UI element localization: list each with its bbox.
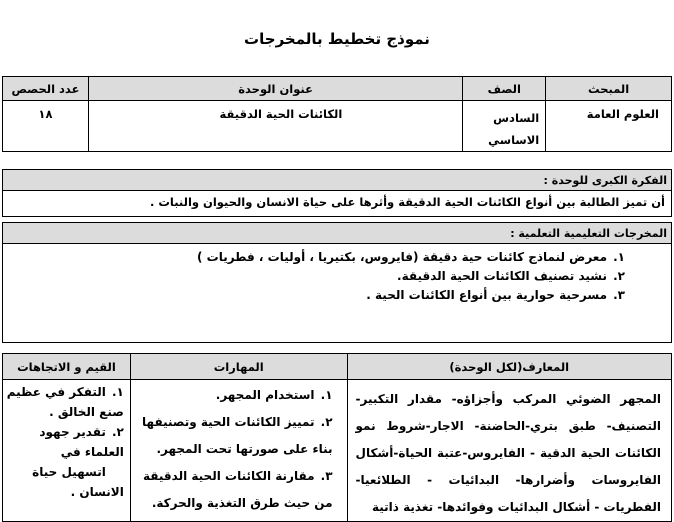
outcomes-section	[2, 222, 672, 343]
bottom-table	[2, 353, 672, 522]
plan-table	[2, 76, 672, 152]
knowledge-header: المعارف(لكل الوحدة)	[347, 354, 671, 380]
periods-cell: ١٨	[3, 101, 89, 152]
grade-line-1: السادس	[493, 111, 540, 125]
skills-header: المهارات	[130, 354, 347, 380]
list-item: ٢.نشيد تصنيف الكائنات الحية الدقيقة.	[397, 269, 625, 283]
big-idea-header: الفكرة الكبرى للوحدة :	[3, 170, 671, 191]
grade-header: الصف	[463, 77, 546, 101]
list-item: ١.معرض لنماذج كائنات حية دقيقة (فايروس، بكتيريا ، أوليات ، فطريات )	[196, 250, 625, 264]
values-list	[3, 380, 130, 502]
unit-title-cell: الكائنات الحية الدقيقة	[88, 101, 462, 152]
subject-cell: العلوم العامة	[546, 101, 672, 152]
values-cell	[3, 380, 131, 522]
list-item: ١.استخدام المجهر.	[215, 388, 333, 402]
grade-cell	[463, 101, 546, 152]
list-item: ٢.تقدير جهود العلماء في	[39, 425, 124, 459]
list-item: ٣.مسرحية حوارية بين أنواع الكائنات الحية .	[366, 288, 625, 302]
list-item: اتسهيل حياة الانسان .	[32, 465, 124, 499]
skills-list	[131, 380, 347, 517]
knowledge-cell: المجهر الضوئي المركب وأجزاؤه- مقدار التكبير-التصنيف- طبق بتري-الحاضنة- الاجار-شروط نمو الكائنات الحية الدقية - الفايروس-عتبة الحياة-أشكال الفايروسات وأضرارها- البدائيات - الطلائعيا- الفطريات - أشكال البدائيات وفوائدها- تغذية ذاتية	[347, 380, 671, 522]
unit-title-header: عنوان الوحدة	[88, 77, 462, 101]
page-title: نموذج تخطيط بالمخرجات	[244, 30, 430, 48]
grade-line-2: الاساسي	[488, 133, 540, 147]
outcomes-header: المخرجات التعليمية التعلمية :	[3, 223, 671, 244]
big-idea-text: أن تميز الطالبة بين أنواع الكائنات الحية الدقيقة وأثرها على حياة الانسان والحيوان والنبات .	[149, 195, 665, 209]
list-item: ١.التفكر في عظيم صنع الخالق .	[6, 385, 124, 419]
list-item: ٣.مقارنة الكائنات الحية الدقيقة من حيث طرق التغذية والحركة.	[142, 469, 333, 510]
skills-cell	[130, 380, 347, 522]
subject-header: المبحث	[546, 77, 672, 101]
list-item: ٢.تمييز الكائنات الحية وتصنيفها بناء على صورتها تحت المجهر.	[142, 415, 333, 456]
outcomes-list	[3, 244, 671, 305]
periods-header: عدد الحصص	[3, 77, 89, 101]
values-header: القيم و الاتجاهات	[3, 354, 131, 380]
big-idea-section	[2, 169, 672, 217]
